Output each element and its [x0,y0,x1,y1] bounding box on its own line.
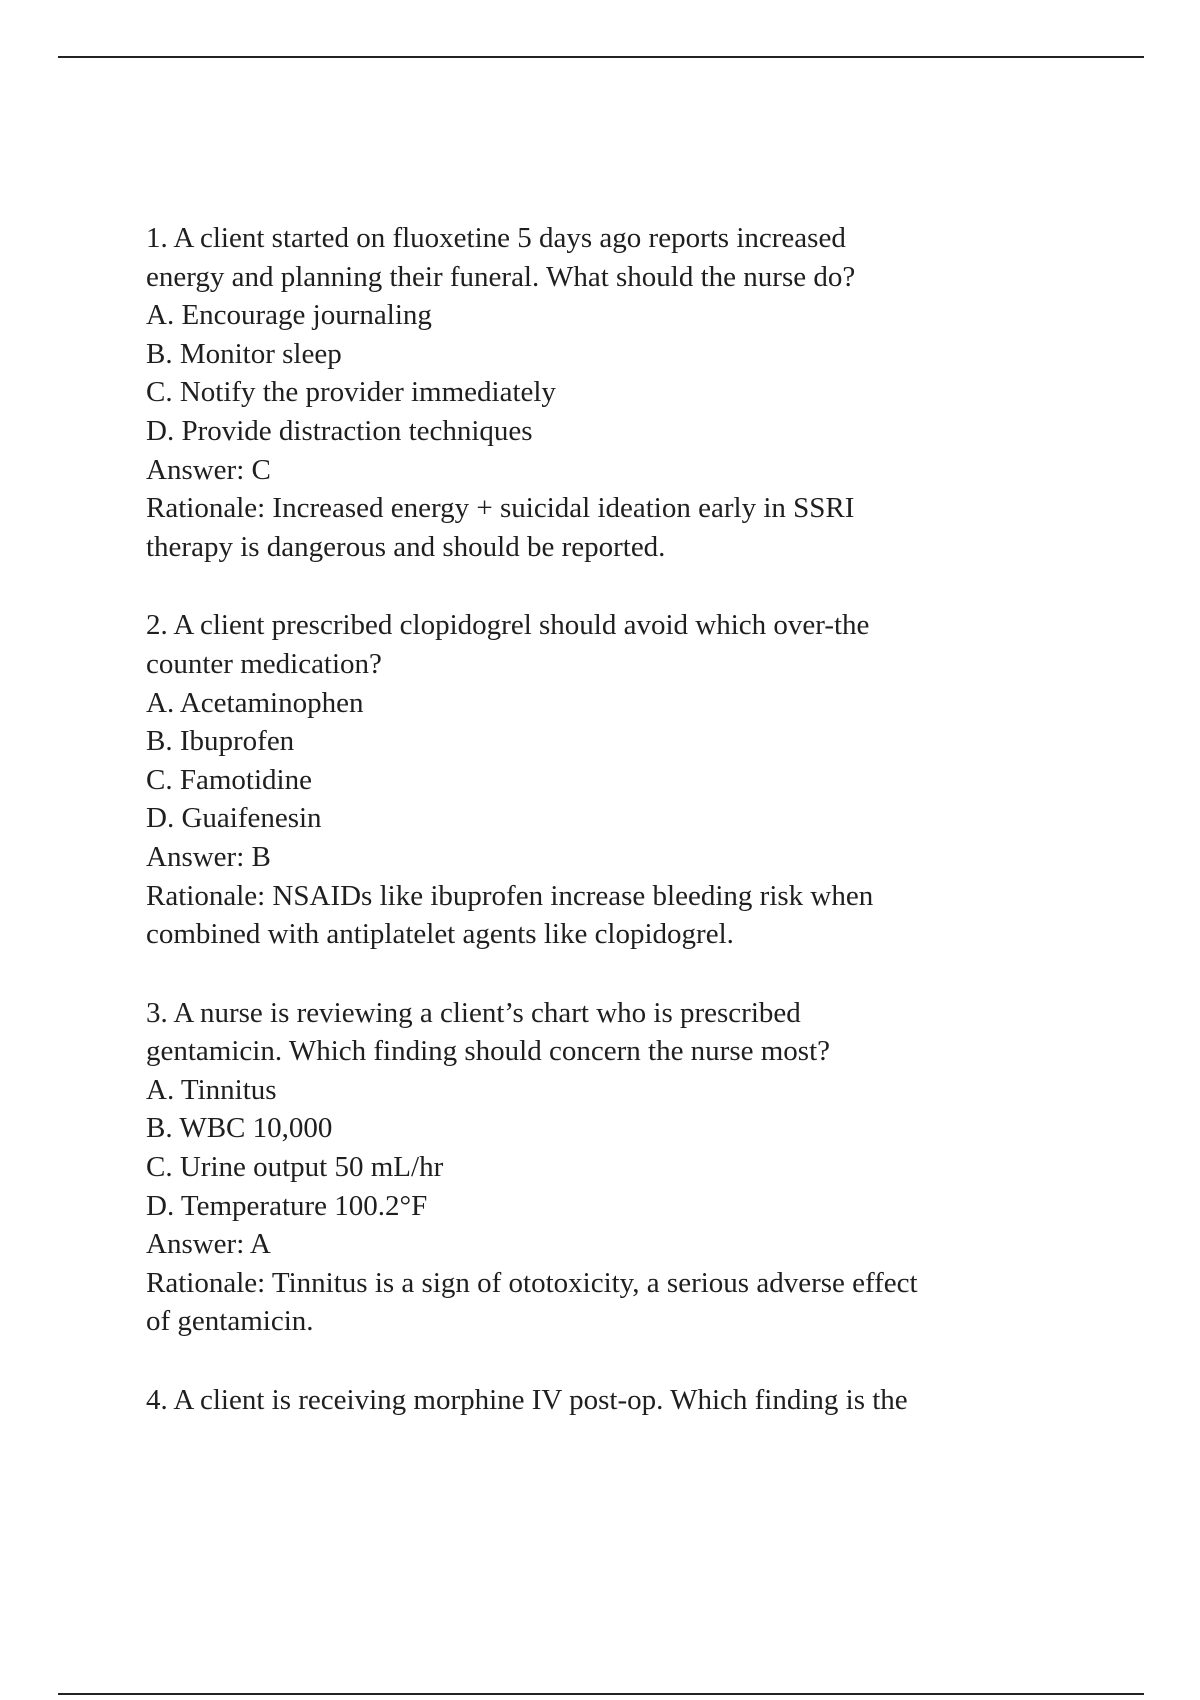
rationale: Rationale: Tinnitus is a sign of ototoxicity, a serious adverse effect [146,1266,918,1299]
answer-option-b: B. WBC 10,000 [146,1112,333,1145]
question-stem: 4. A client is receiving morphine IV post-op. Which finding is the [146,1384,908,1417]
answer-option-c: C. Urine output 50 mL/hr [146,1151,444,1184]
answer-option-b: B. Monitor sleep [146,337,342,370]
answer-option-b: B. Ibuprofen [146,725,295,758]
answer-option-c: C. Famotidine [146,763,312,796]
document-body [146,219,1046,1460]
answer-option-d: D. Temperature 100.2°F [146,1189,428,1222]
question-3 [146,994,1046,1341]
question-stem: gentamicin. Which finding should concern the nurse most? [146,1035,831,1068]
answer-option-d: D. Provide distraction techniques [146,414,533,447]
rationale: combined with antiplatelet agents like clopidogrel. [146,918,734,951]
question-4 [146,1381,1046,1420]
answer-option-d: D. Guaifenesin [146,802,322,835]
answer-key: Answer: A [146,1228,271,1261]
answer-option-a: A. Tinnitus [146,1073,277,1106]
rationale: Rationale: Increased energy + suicidal ideation early in SSRI [146,492,855,525]
header-rule [58,56,1144,58]
rationale: therapy is dangerous and should be reported. [146,530,666,563]
answer-option-c: C. Notify the provider immediately [146,376,556,409]
rationale: Rationale: NSAIDs like ibuprofen increase bleeding risk when [146,879,874,912]
footer-rule [58,1693,1144,1695]
answer-option-a: A. Acetaminophen [146,686,364,719]
question-stem: 1. A client started on fluoxetine 5 days ago reports increased [146,222,846,254]
rationale: of gentamicin. [146,1305,314,1338]
question-stem: 2. A client prescribed clopidogrel should avoid which over-the [146,609,870,642]
question-stem: counter medication? [146,647,382,680]
answer-option-a: A. Encourage journaling [146,299,432,332]
question-2 [146,606,1046,953]
answer-key: Answer: B [146,840,271,873]
question-stem: energy and planning their funeral. What should the nurse do? [146,260,856,293]
question-1 [146,219,1046,566]
question-stem: 3. A nurse is reviewing a client’s chart who is prescribed [146,996,801,1029]
answer-key: Answer: C [146,453,271,486]
